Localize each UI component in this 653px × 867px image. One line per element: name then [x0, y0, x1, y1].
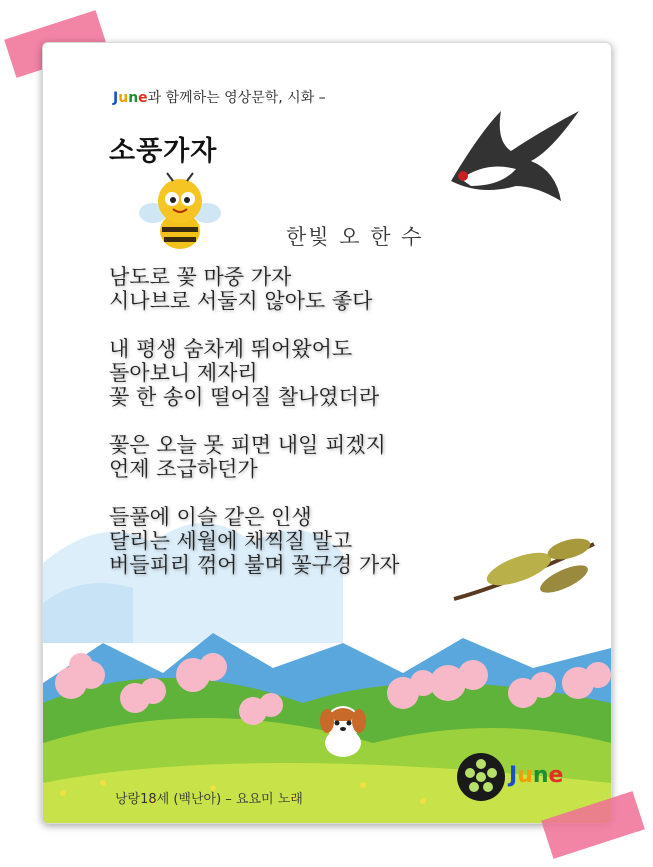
stanza — [109, 505, 399, 577]
poem-body — [109, 265, 399, 601]
brand-letter-u: u — [517, 763, 533, 788]
poem-card — [42, 42, 612, 824]
stanza — [109, 265, 399, 313]
brand-letter-j: J — [509, 763, 518, 788]
poem-line: 달리는 세월에 채찍질 말고 — [109, 529, 353, 553]
poem-title: 소풍가자 — [109, 136, 218, 167]
poem-line: 언제 조급하던가 — [109, 457, 258, 481]
poem-line: 남도로 꽃 마중 가자 — [109, 265, 292, 289]
willow-branch-illustration — [449, 529, 599, 609]
puppy-illustration — [313, 699, 373, 759]
swallow-illustration — [441, 91, 581, 211]
brand-letter-n: n — [532, 763, 549, 788]
brand-letter-u: u — [118, 90, 129, 106]
brand-letter-n: n — [128, 90, 139, 106]
stanza — [109, 337, 399, 409]
poem-line: 꽃은 오늘 못 피면 내일 피겠지 — [109, 433, 386, 457]
brand-letter-e: e — [138, 90, 148, 106]
poem-line: 돌아보니 제자리 — [109, 361, 258, 385]
film-reel-icon — [457, 753, 505, 801]
header-text: 과 함께하는 영상문학, 시화 – — [147, 90, 326, 106]
poem-line: 시나브로 서둘지 않아도 좋다 — [109, 289, 373, 313]
brand-letter-j: J — [113, 90, 119, 106]
brand-logo-text — [509, 763, 563, 788]
header-line — [113, 87, 326, 107]
bee-illustration — [135, 171, 225, 256]
stanza — [109, 433, 399, 481]
poem-line: 꽃 한 송이 떨어질 찰나였더라 — [109, 385, 380, 409]
poem-line: 내 평생 숨차게 뛰어왔어도 — [109, 337, 353, 361]
music-credit: 낭랑18세 (백난아) – 요요미 노래 — [115, 792, 303, 807]
brand-letter-e: e — [548, 763, 564, 788]
poem-author: 한빛 오 한 수 — [286, 225, 424, 249]
poem-line: 들풀에 이슬 같은 인생 — [109, 505, 312, 529]
poem-line: 버들피리 꺾어 불며 꽃구경 가자 — [109, 553, 400, 577]
